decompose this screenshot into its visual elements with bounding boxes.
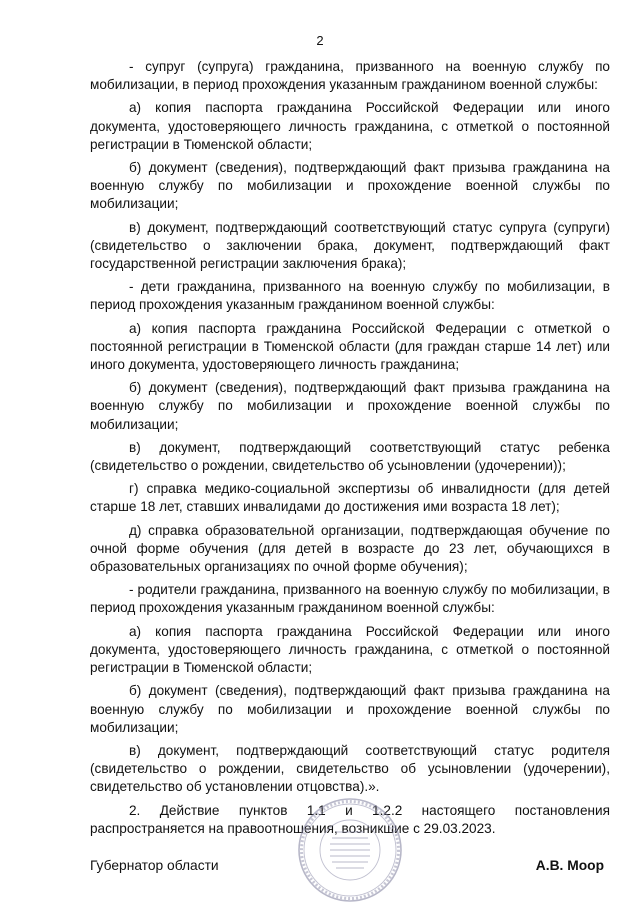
paragraph-spouse-b: б) документ (сведения), подтверждающий факт призыва гражданина на военную службу по мобилизации и прохождение военной службы по мобилизации; — [90, 160, 610, 212]
paragraph-children-c: в) документ, подтверждающий соответствующий статус ребенка (свидетельство о рождении, свидетельство об усыновлении (удочерении)); — [90, 439, 610, 474]
paragraph-spouse-a: а) копия паспорта гражданина Российской Федерации или иного документа, удостоверяющего личность гражданина, с отметкой о постоянной регистрации в Тюменской области; — [90, 100, 610, 152]
paragraph-parents-c: в) документ, подтверждающий соответствующий статус родителя (свидетельство о рождении, свидетельство об усыновлении (удочерении), свидетельство об установлении отцовства).». — [90, 742, 610, 795]
paragraph-children-e: д) справка образовательной организации, подтверждающая обучение по очной форме обучения (для детей в возрасте до 23 лет, обучающихся в образовательных организациях по очной форме обучения); — [90, 522, 610, 575]
signatory-title: Губернатор области — [90, 858, 219, 873]
paragraph-children-a: а) копия паспорта гражданина Российской Федерации с отметкой о постоянной регистрации в Тюменской области (для граждан старше 14 лет) или иного документа, удостоверяющего личность гражданина; — [90, 320, 610, 373]
official-seal-icon — [296, 796, 404, 904]
paragraph-spouse-heading: - супруг (супруга) гражданина, призванного на военную службу по мобилизации, в период прохождения указанным гражданином военной службы: — [90, 59, 610, 93]
page-number: 2 — [316, 33, 324, 48]
paragraph-clause-2: 2. Действие пунктов 1.1 и 1.2.2 настоящего постановления распространяется на правоотношения, возникшие с 29.03.2023. — [90, 802, 610, 836]
paragraph-children-heading: - дети гражданина, призванного на военную службу по мобилизации, в период прохождения указанным гражданином военной службы: — [90, 279, 610, 313]
signature-block — [90, 857, 610, 877]
paragraph-parents-a: а) копия паспорта гражданина Российской Федерации или иного документа, удостоверяющего личность гражданина, с отметкой о постоянной регистрации в Тюменской области; — [90, 623, 610, 676]
paragraph-children-d: г) справка медико-социальной экспертизы об инвалидности (для детей старше 18 лет, ставших инвалидами до достижения ими возраста 18 лет); — [90, 481, 610, 515]
signatory-name: А.В. Моор — [535, 858, 604, 873]
paragraph-parents-b: б) документ (сведения), подтверждающий факт призыва гражданина на военную службу по мобилизации и прохождение военной службы по мобилизации; — [90, 683, 610, 735]
paragraph-parents-heading: - родители гражданина, призванного на военную службу по мобилизации, в период прохождения указанным гражданином военной службы: — [90, 582, 610, 616]
paragraph-spouse-c: в) документ, подтверждающий соответствующий статус супруга (супруги) (свидетельство о заключении брака, документ, подтверждающий факт государственной регистрации заключения брака); — [90, 219, 610, 272]
document-body — [90, 58, 610, 843]
paragraph-children-b: б) документ (сведения), подтверждающий факт призыва гражданина на военную службу по мобилизации и прохождение военной службы по мобилизации; — [90, 380, 610, 432]
